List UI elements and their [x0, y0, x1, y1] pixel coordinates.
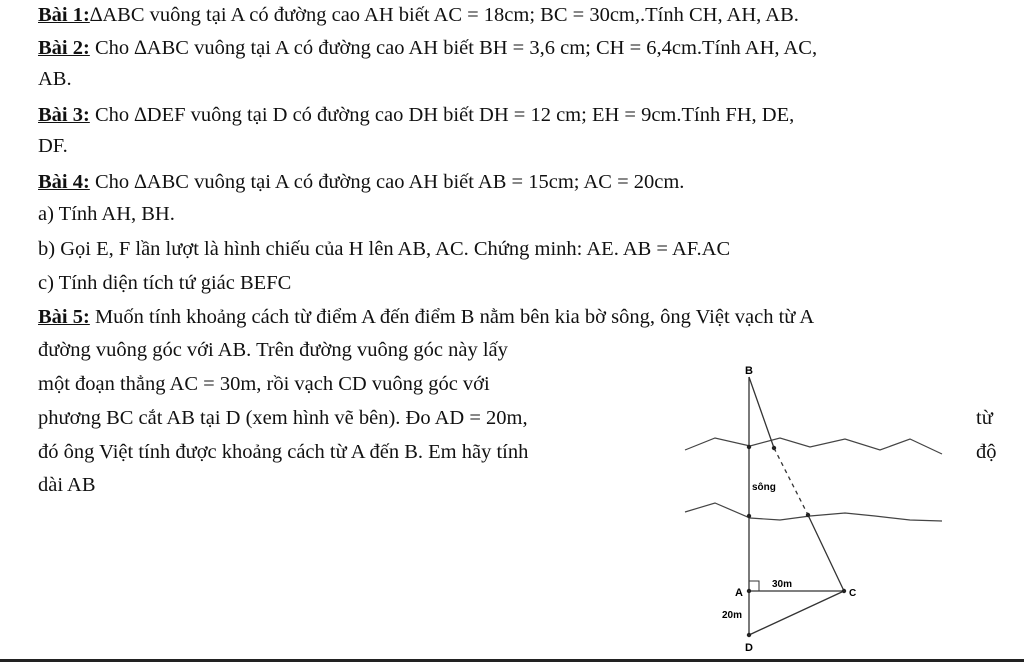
- exercise-3: [38, 103, 794, 127]
- label-c: C: [849, 588, 857, 599]
- point-bank-top: [747, 445, 751, 449]
- exercise-4-part-b: b) Gọi E, F lần lượt là hình chiếu của H lên AB, AC. Chứng minh: AE. AB = AF.AC: [38, 238, 731, 260]
- label-ad: 20m: [722, 610, 743, 621]
- point-c: [842, 589, 846, 593]
- exercise-5-line-1: Muốn tính khoảng cách từ điểm A đến điểm B nằm bên kia bờ sông, ông Việt vạch từ A: [89, 306, 815, 328]
- exercise-5: [38, 305, 814, 329]
- exercise-4: [38, 170, 684, 194]
- label-a: A: [735, 587, 743, 599]
- river-figure: [660, 360, 960, 656]
- exercise-4-part-c: c) Tính diện tích tứ giác BEFC: [38, 272, 292, 294]
- bottom-divider: [0, 659, 1024, 662]
- label-b: B: [745, 365, 753, 377]
- point-a: [747, 589, 751, 593]
- label-ac: 30m: [772, 579, 793, 590]
- exercise-5-line-2: đường vuông góc với AB. Trên đường vuông góc này lấy: [38, 339, 508, 361]
- label-d: D: [745, 642, 753, 654]
- exercise-3-text: Cho ∆DEF vuông tại D có đường cao DH biết DH = 12 cm; EH = 9cm.Tính FH, DE,: [89, 104, 795, 126]
- exercise-2-continuation: AB.: [38, 68, 72, 90]
- line-bc-dashed: [774, 448, 808, 515]
- label-river: sông: [752, 482, 776, 493]
- exercise-4-text: Cho ∆ABC vuông tại A có đường cao AH biết AB = 15cm; AC = 20cm.: [89, 171, 685, 193]
- exercise-5-line-5-right: độ: [976, 441, 997, 463]
- exercise-1-title: Bài 1:: [38, 4, 90, 26]
- exercise-5-line-4: phương BC cắt AB tại D (xem hình vẽ bên). Đo AD = 20m,: [38, 407, 528, 429]
- exercise-3-continuation: DF.: [38, 135, 68, 157]
- river-bank-top: [685, 438, 942, 454]
- exercise-4-part-a: a) Tính AH, BH.: [38, 203, 175, 225]
- exercise-1: [38, 3, 799, 27]
- exercise-5-line-5: đó ông Việt tính được khoảng cách từ A đến B. Em hãy tính: [38, 441, 529, 463]
- exercise-2-title: Bài 2:: [38, 37, 90, 59]
- exercise-2-text: Cho ∆ABC vuông tại A có đường cao AH biết BH = 3,6 cm; CH = 6,4cm.Tính AH, AC,: [89, 37, 818, 59]
- exercise-4-title: Bài 4:: [38, 171, 90, 193]
- point-bank-bottom: [747, 514, 751, 518]
- point-d: [747, 633, 751, 637]
- exercise-3-title: Bài 3:: [38, 104, 90, 126]
- exercise-5-line-3: một đoạn thẳng AC = 30m, rồi vạch CD vuông góc với: [38, 373, 490, 395]
- exercise-1-text: ∆ABC vuông tại A có đường cao AH biết AC = 18cm; BC = 30cm,.Tính CH, AH, AB.: [89, 4, 799, 26]
- point-bc-top: [772, 446, 776, 450]
- line-cd: [749, 591, 844, 635]
- line-bc-lower: [808, 515, 844, 591]
- exercise-5-line-6: dài AB: [38, 474, 96, 496]
- line-bc-upper: [749, 377, 774, 448]
- exercise-5-line-4-right: từ: [976, 407, 993, 429]
- exercise-5-title: Bài 5:: [38, 306, 90, 328]
- river-bank-bottom: [685, 503, 942, 521]
- exercise-2: [38, 36, 817, 60]
- point-bc-bottom: [806, 513, 810, 517]
